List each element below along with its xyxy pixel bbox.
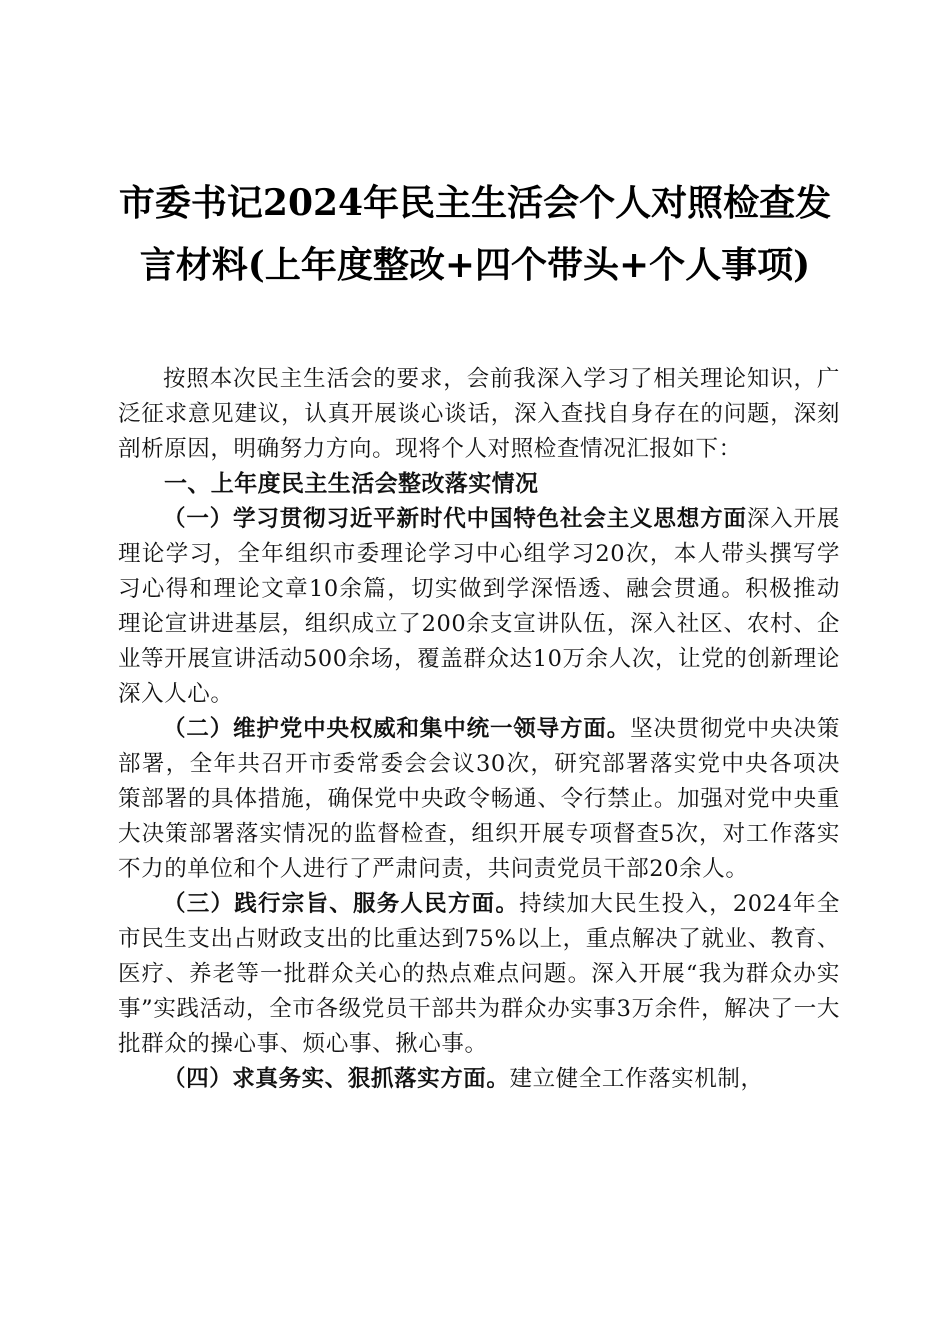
item-label-4: （四）求真务实、狠抓落实方面。 xyxy=(163,1066,510,1092)
item-label-2: （二）维护党中央权威和集中统一领导方面。 xyxy=(163,716,631,742)
title-line-2: 言材料(上年度整改+四个带头+个人事项) xyxy=(139,244,811,286)
item-text-1: 深入开展理论学习，全年组织市委理论学习中心组学习20次，本人带头撰写学习心得和理论文章10余篇，切实做到学深悟透、融会贯通。积极推动理论宣讲进基层，组织成立了200余支宣讲队伍，深入社区、农村、企业等开展宣讲活动500余场，覆盖群众达10万余人次，让党的创新理论深入人心。 xyxy=(118,506,840,707)
item-paragraph-4 xyxy=(118,1062,840,1097)
item-text-3: 持续加大民生投入，2024年全市民生支出占财政支出的比重达到75%以上，重点解决了就业、教育、医疗、养老等一批群众关心的热点难点问题。深入开展“我为群众办实事”实践活动，全市各级党员干部共为群众办实事3万余件，解决了一大批群众的操心事、烦心事、揪心事。 xyxy=(118,891,840,1057)
document-body xyxy=(118,362,840,1097)
item-label-1: （一）学习贯彻习近平新时代中国特色社会主义思想方面 xyxy=(163,506,747,532)
document-title xyxy=(118,172,832,296)
intro-paragraph: 按照本次民主生活会的要求，会前我深入学习了相关理论知识，广泛征求意见建议，认真开展谈心谈话，深入查找自身存在的问题，深刻剖析原因，明确努力方向。现将个人对照检查情况汇报如下： xyxy=(118,366,840,462)
item-text-2: 坚决贯彻党中央决策部署，全年共召开市委常委会会议30次，研究部署落实党中央各项决策部署的具体措施，确保党中央政令畅通、令行禁止。加强对党中央重大决策部署落实情况的监督检查，组织开展专项督查5次，对工作落实不力的单位和个人进行了严肃问责，共问责党员干部20余人。 xyxy=(118,716,840,882)
item-label-3: （三）践行宗旨、服务人民方面。 xyxy=(163,891,520,917)
section-heading-1: 一、上年度民主生活会整改落实情况 xyxy=(164,471,539,497)
item-text-4: 建立健全工作落实机制， xyxy=(509,1066,764,1092)
item-paragraph-1 xyxy=(118,502,840,712)
title-line-1: 市委书记2024年民主生活会个人对照检查发 xyxy=(118,182,832,224)
item-paragraph-2 xyxy=(118,712,840,887)
item-paragraph-3 xyxy=(118,887,840,1062)
